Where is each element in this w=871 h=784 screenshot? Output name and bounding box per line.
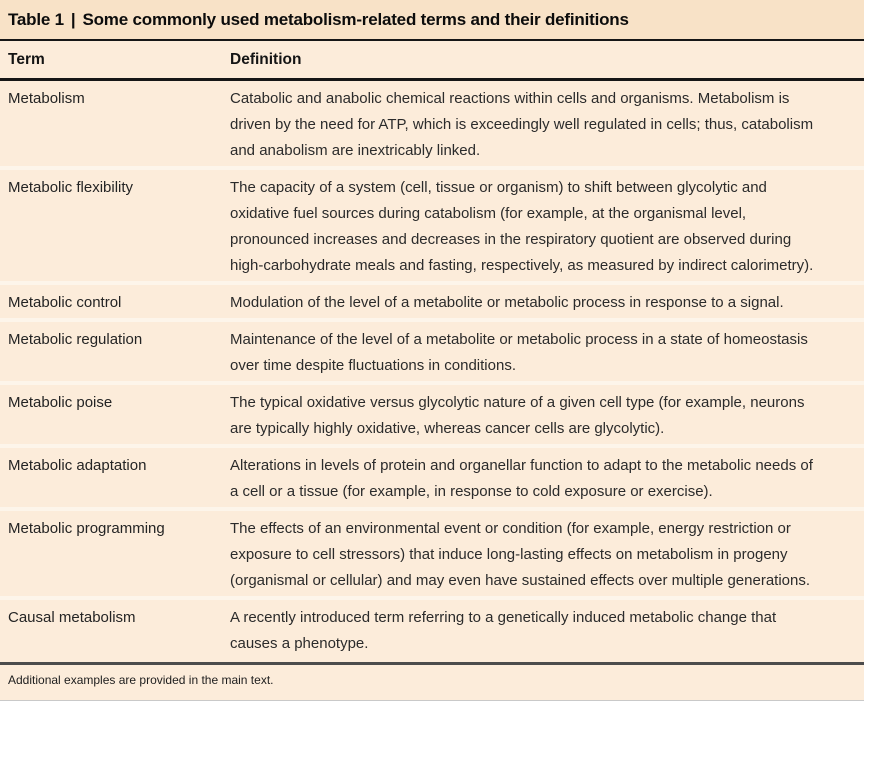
definition-cell: Catabolic and anabolic chemical reactions within cells and organisms. Metabolism is driven by the need for ATP, which is exceedingly well regulated in cells; thus, catabolism and anabolism are inextricably linked. bbox=[230, 90, 814, 159]
term-cell: Metabolism bbox=[8, 90, 85, 107]
table-row bbox=[0, 600, 864, 662]
table-row bbox=[0, 285, 864, 322]
table-label: Table 1 bbox=[8, 10, 64, 29]
column-header-term: Term bbox=[8, 51, 45, 68]
table-row bbox=[0, 385, 864, 448]
term-cell: Metabolic poise bbox=[8, 394, 113, 411]
title-separator: | bbox=[70, 10, 76, 29]
table-footnote: Additional examples are provided in the main text. bbox=[0, 665, 864, 701]
definition-cell: The typical oxidative versus glycolytic nature of a given cell type (for example, neurons are typically highly oxidative, whereas cancer cells are glycolytic). bbox=[230, 394, 805, 437]
term-cell: Causal metabolism bbox=[8, 609, 136, 626]
term-cell: Metabolic programming bbox=[8, 520, 165, 537]
definition-cell: The effects of an environmental event or condition (for example, energy restriction or exposure to cell stressors) that induce long-lasting effects on metabolism in progeny (organismal or cellular) and may even have sustained effects over multiple generations. bbox=[230, 520, 811, 589]
term-cell: Metabolic flexibility bbox=[8, 179, 134, 196]
term-cell: Metabolic control bbox=[8, 294, 122, 311]
table-row bbox=[0, 448, 864, 511]
term-cell: Metabolic regulation bbox=[8, 331, 143, 348]
table-header-row bbox=[0, 41, 864, 81]
table-title-bar bbox=[0, 0, 864, 41]
table-caption: Some commonly used metabolism-related terms and their definitions bbox=[82, 10, 629, 29]
table-body bbox=[0, 81, 864, 665]
term-cell: Metabolic adaptation bbox=[8, 457, 147, 474]
definition-cell: A recently introduced term referring to a genetically induced metabolic change that causes a phenotype. bbox=[230, 609, 777, 652]
table-row bbox=[0, 81, 864, 170]
table-row bbox=[0, 170, 864, 285]
definition-cell: Maintenance of the level of a metabolite or metabolic process in a state of homeostasis over time despite fluctuations in conditions. bbox=[230, 331, 808, 374]
column-header-definition: Definition bbox=[230, 51, 302, 68]
definition-cell: Modulation of the level of a metabolite or metabolic process in response to a signal. bbox=[230, 294, 784, 311]
table-row bbox=[0, 511, 864, 600]
definition-cell: Alterations in levels of protein and organellar function to adapt to the metabolic needs of a cell or a tissue (for example, in response to cold exposure or exercise). bbox=[230, 457, 813, 500]
definition-cell: The capacity of a system (cell, tissue or organism) to shift between glycolytic and oxidative fuel sources during catabolism (for example, at the organismal level, pronounced increases and decreases in the respiratory quotient are observed during high-carbohydrate meals and fasting, respectively, as measured by indirect calorimetry). bbox=[230, 179, 814, 274]
table-row bbox=[0, 322, 864, 385]
